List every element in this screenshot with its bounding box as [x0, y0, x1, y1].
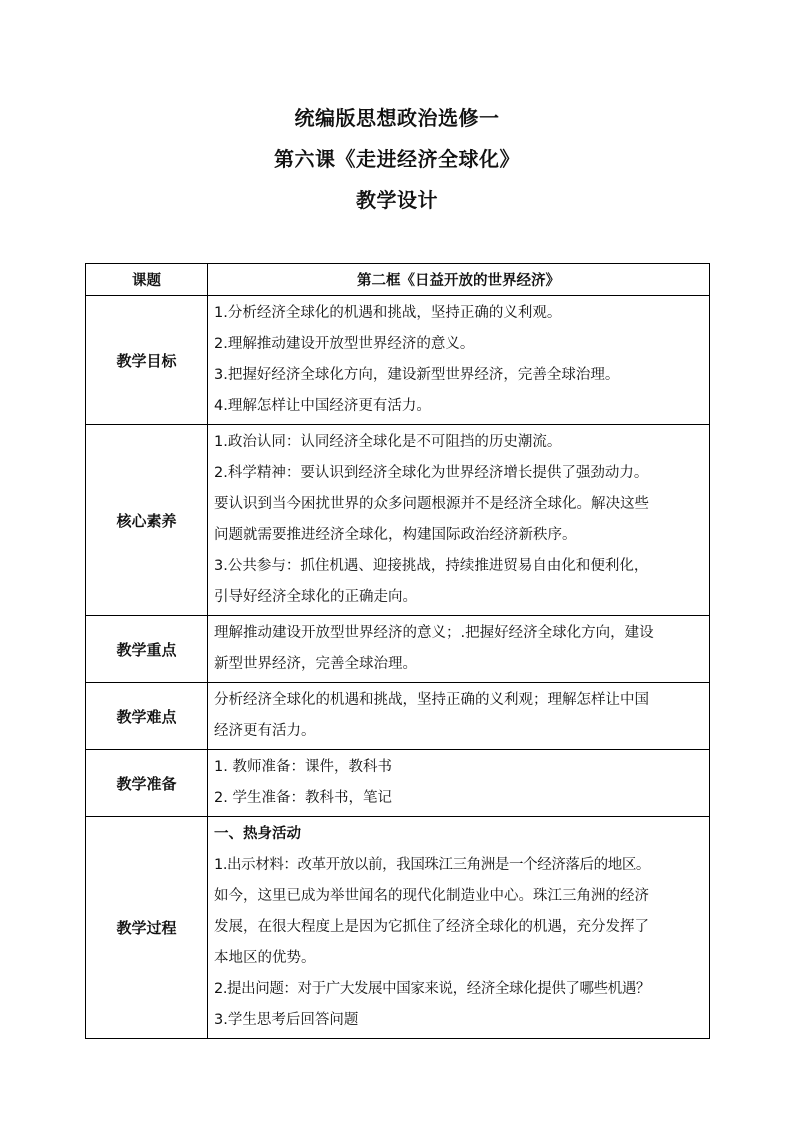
table-header-row [86, 264, 710, 296]
row-content [208, 683, 710, 750]
content-line: 3.公共参与：抓住机遇、迎接挑战，持续推进贸易自由化和便利化， [214, 558, 649, 574]
content-line: 2.科学精神：要认识到经济全球化为世界经济增长提供了强劲动力。 [214, 465, 649, 481]
lesson-plan-table [85, 263, 710, 1039]
content-line: 2. 学生准备：教科书，笔记 [214, 790, 392, 806]
content-line: 1.政治认同：认同经济全球化是不可阻挡的历史潮流。 [214, 434, 562, 450]
content-line: 本地区的优势。 [214, 950, 316, 966]
section-heading: 一、热身活动 [214, 826, 301, 842]
content-line: 新型世界经济，完善全球治理。 [214, 656, 417, 672]
content-line: 3.学生思考后回答问题 [214, 1012, 359, 1028]
content-line: 理解推动建设开放型世界经济的意义；.把握好经济全球化方向，建设 [214, 625, 654, 641]
table-row-preparation [86, 750, 710, 817]
content-line: 2.提出问题：对于广大发展中国家来说，经济全球化提供了哪些机遇？ [214, 981, 651, 997]
row-content [208, 616, 710, 683]
row-label: 核心素养 [86, 425, 208, 616]
document-subtitle: 教学设计 [356, 188, 438, 212]
content-line: 4.理解怎样让中国经济更有活力。 [214, 398, 431, 414]
row-label: 教学难点 [86, 683, 208, 750]
row-label: 教学过程 [86, 817, 208, 1039]
row-content [208, 425, 710, 616]
content-line: 经济更有活力。 [214, 723, 316, 739]
row-label: 教学准备 [86, 750, 208, 817]
table-row-difficulties [86, 683, 710, 750]
table-row-core-literacy [86, 425, 710, 616]
content-line: 3.把握好经济全球化方向，建设新型世界经济，完善全球治理。 [214, 367, 620, 383]
row-label: 教学目标 [86, 296, 208, 425]
content-line: 1.分析经济全球化的机遇和挑战，坚持正确的义利观。 [214, 305, 562, 321]
table-row-goals [86, 296, 710, 425]
content-line: 引导好经济全球化的正确走向。 [214, 589, 417, 605]
row-content [208, 750, 710, 817]
content-line: 2.理解推动建设开放型世界经济的意义。 [214, 336, 475, 352]
content-line: 发展，在很大程度上是因为它抓住了经济全球化的机遇，充分发挥了 [214, 919, 649, 935]
content-line: 1. 教师准备：课件，教科书 [214, 759, 392, 775]
table-row-process [86, 817, 710, 1039]
lesson-title: 第六课《走进经济全球化》 [274, 147, 520, 171]
document-title: 统编版思想政治选修一 [294, 106, 500, 130]
content-line: 分析经济全球化的机遇和挑战，坚持正确的义利观；理解怎样让中国 [214, 692, 649, 708]
content-line: 问题就需要推进经济全球化，构建国际政治经济新秩序。 [214, 527, 577, 543]
topic-value: 第二框《日益开放的世界经济》 [208, 264, 710, 296]
row-content [208, 817, 710, 1039]
row-content [208, 296, 710, 425]
content-line: 要认识到当今困扰世界的众多问题根源并不是经济全球化。解决这些 [214, 496, 649, 512]
row-label: 教学重点 [86, 616, 208, 683]
content-line: 如今，这里已成为举世闻名的现代化制造业中心。珠江三角洲的经济 [214, 888, 649, 904]
table-row-key-points [86, 616, 710, 683]
topic-header: 课题 [86, 264, 208, 296]
content-line: 1.出示材料：改革开放以前，我国珠江三角洲是一个经济落后的地区。 [214, 857, 651, 873]
